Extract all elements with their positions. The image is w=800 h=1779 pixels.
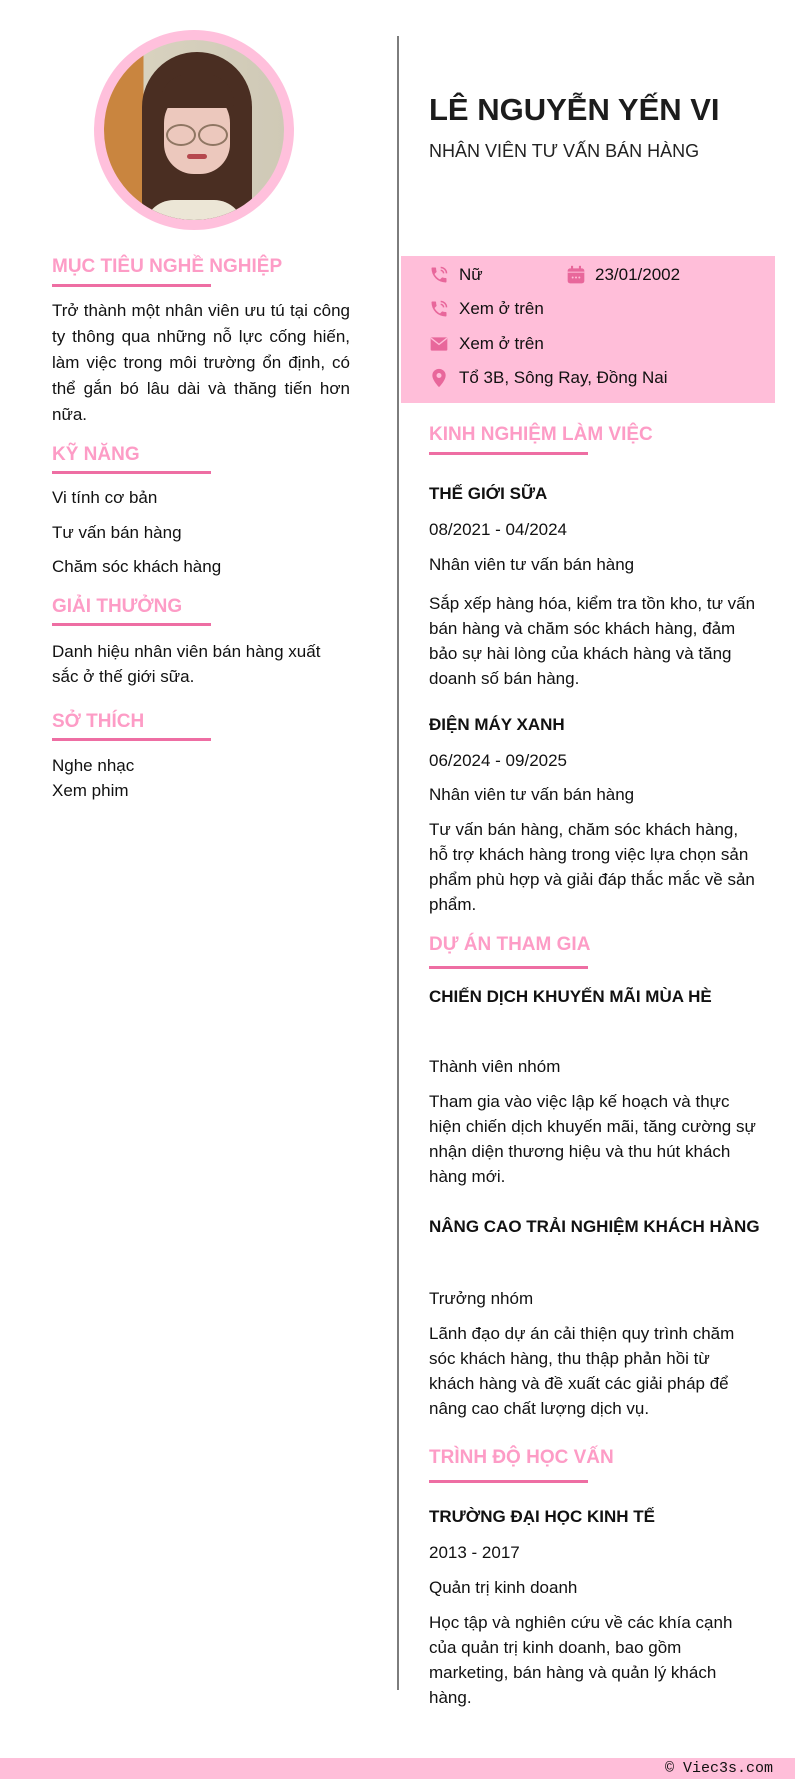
- hobby-item: Xem phim: [52, 781, 129, 800]
- location-pin-icon: [429, 368, 449, 388]
- objective-text: Trở thành một nhân viên ưu tú tại công ty thông qua những nỗ lực cống hiến, làm việc trong môi trường ổn định, có thể gắn bó lâu dài và thăng tiến hơn nữa.: [52, 301, 350, 424]
- section-heading-skills: KỸ NĂNG: [52, 444, 140, 465]
- mail-icon: [429, 334, 449, 354]
- company-name: ĐIỆN MÁY XANH: [429, 715, 565, 734]
- work-role: Nhân viên tư vấn bán hàng: [429, 555, 635, 574]
- education-description: Học tập và nghiên cứu về các khía cạnh của quản trị kinh doanh, bao gồm marketing, bán hàng và quản lý khách hàng.: [429, 1613, 733, 1707]
- project-role: Trưởng nhóm: [429, 1289, 534, 1308]
- project-role: Thành viên nhóm: [429, 1057, 561, 1076]
- heading-underline: [52, 284, 211, 287]
- section-heading-awards: GIẢI THƯỞNG: [52, 596, 183, 617]
- education-major: Quản trị kinh doanh: [429, 1578, 578, 1597]
- section-heading-experience: KINH NGHIỆM LÀM VIỆC: [429, 424, 653, 445]
- hobby-item: Nghe nhạc: [52, 756, 135, 775]
- school-name: TRƯỜNG ĐẠI HỌC KINH TẾ: [429, 1507, 655, 1526]
- avatar: [104, 40, 284, 220]
- skill-item: Tư vấn bán hàng: [52, 523, 182, 542]
- gender-value: Nữ: [459, 265, 483, 284]
- heading-underline: [52, 471, 211, 474]
- avatar-lips: [187, 154, 207, 159]
- section-heading-projects: DỰ ÁN THAM GIA: [429, 934, 591, 955]
- address-value: Tổ 3B, Sông Ray, Đồng Nai: [459, 368, 668, 387]
- avatar-glasses: [166, 124, 196, 146]
- skill-item: Vi tính cơ bản: [52, 488, 158, 507]
- work-period: 08/2021 - 04/2024: [429, 520, 568, 539]
- email-value: Xem ở trên: [459, 334, 544, 353]
- work-role: Nhân viên tư vấn bán hàng: [429, 785, 635, 804]
- work-description: Sắp xếp hàng hóa, kiểm tra tồn kho, tư vấn bán hàng và chăm sóc khách hàng, đảm bảo sự hài lòng của khách hàng và tăng doanh số bán hàng.: [429, 594, 756, 688]
- heading-underline: [52, 738, 211, 741]
- work-period: 06/2024 - 09/2025: [429, 751, 568, 770]
- phone-icon: [429, 265, 449, 285]
- heading-underline: [429, 452, 588, 455]
- skill-item: Chăm sóc khách hàng: [52, 557, 222, 576]
- project-description: Tham gia vào việc lập kế hoạch và thực hiện chiến dịch khuyến mãi, tăng cường sự nhận diện thương hiệu và thu hút khách hàng mới.: [429, 1092, 756, 1186]
- work-description: Tư vấn bán hàng, chăm sóc khách hàng, hỗ trợ khách hàng trong việc lựa chọn sản phẩm phù hợp và giải đáp thắc mắc về sản phẩm.: [429, 820, 755, 914]
- award-text: Danh hiệu nhân viên bán hàng xuất sắc ở thế giới sữa.: [52, 642, 321, 686]
- footer-bar: [0, 1758, 795, 1779]
- section-heading-hobbies: SỞ THÍCH: [52, 711, 145, 732]
- avatar-glasses: [198, 124, 228, 146]
- calendar-icon: [566, 265, 586, 285]
- column-divider: [397, 36, 399, 1690]
- candidate-name: LÊ NGUYỄN YẾN VI: [429, 92, 720, 127]
- birthday-value: 23/01/2002: [595, 265, 681, 284]
- section-heading-objective: MỤC TIÊU NGHỀ NGHIỆP: [52, 256, 283, 277]
- education-period: 2013 - 2017: [429, 1543, 520, 1562]
- phone-icon: [429, 299, 449, 319]
- heading-underline: [429, 966, 588, 969]
- project-name: CHIẾN DỊCH KHUYẾN MÃI MÙA HÈ: [429, 987, 712, 1006]
- project-name: NÂNG CAO TRẢI NGHIỆM KHÁCH HÀNG: [429, 1217, 760, 1236]
- project-description: Lãnh đạo dự án cải thiện quy trình chăm sóc khách hàng, thu thập phản hồi từ khách hàng và đề xuất các giải pháp để nâng cao chất lượng dịch vụ.: [429, 1324, 735, 1418]
- heading-underline: [429, 1480, 588, 1483]
- job-title: NHÂN VIÊN TƯ VẤN BÁN HÀNG: [429, 141, 700, 161]
- section-heading-education: TRÌNH ĐỘ HỌC VẤN: [429, 1447, 614, 1468]
- footer-copyright: © Viec3s.com: [664, 1760, 773, 1777]
- company-name: THẾ GIỚI SỮA: [429, 484, 548, 503]
- phone-value: Xem ở trên: [459, 299, 544, 318]
- heading-underline: [52, 623, 211, 626]
